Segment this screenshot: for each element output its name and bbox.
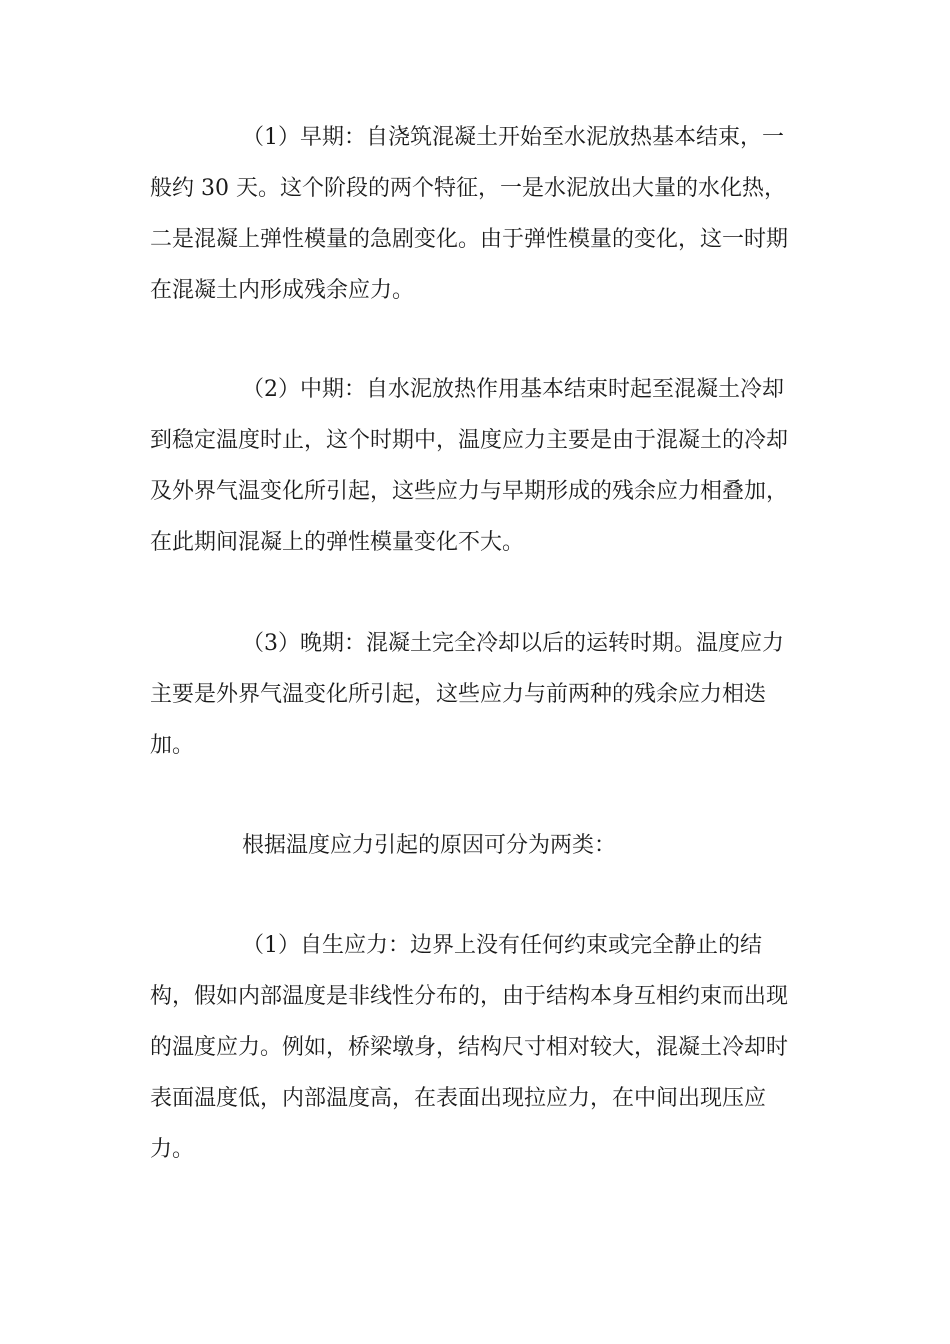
paragraph-classification-intro [150, 820, 810, 871]
text-line: 根据温度应力引起的原因可分为两类： [242, 833, 617, 858]
text-line: 构，假如内部温度是非线性分布的，由于结构本身互相约束而出现 [150, 984, 789, 1009]
text-line: 二是混凝上弹性模量的急剧变化。由于弹性模量的变化，这一时期 [150, 227, 789, 252]
text-line: （3）晚期：混凝土完全冷却以后的运转时期。温度应力 [242, 631, 784, 656]
paragraph-middle-stage [150, 364, 810, 568]
paragraph-early-stage [150, 112, 810, 316]
text-line: （1）早期：自浇筑混凝土开始至水泥放热基本结束，一 [242, 125, 784, 150]
text-line: 加。 [150, 733, 195, 758]
text-line: 般约 30 天。这个阶段的两个特征，一是水泥放出大量的水化热， [150, 176, 786, 201]
text-line: 在混凝土内形成残余应力。 [150, 278, 415, 303]
paragraph-late-stage [150, 618, 810, 771]
text-line: 到稳定温度时止，这个时期中，温度应力主要是由于混凝土的冷却 [150, 428, 789, 453]
text-line: 力。 [150, 1137, 195, 1162]
text-line: 表面温度低，内部温度高，在表面出现拉应力，在中间出现压应 [150, 1086, 767, 1111]
text-line: 及外界气温变化所引起，这些应力与早期形成的残余应力相叠加， [150, 479, 789, 504]
text-line: （2）中期：自水泥放热作用基本结束时起至混凝土冷却 [242, 377, 784, 402]
text-line: 在此期间混凝上的弹性模量变化不大。 [150, 530, 525, 555]
paragraph-self-stress [150, 920, 810, 1175]
text-line: （1）自生应力：边界上没有任何约束或完全静止的结 [242, 933, 762, 958]
text-line: 主要是外界气温变化所引起，这些应力与前两种的残余应力相迭 [150, 682, 767, 707]
text-line: 的温度应力。例如，桥梁墩身，结构尺寸相对较大，混凝土冷却时 [150, 1035, 789, 1060]
